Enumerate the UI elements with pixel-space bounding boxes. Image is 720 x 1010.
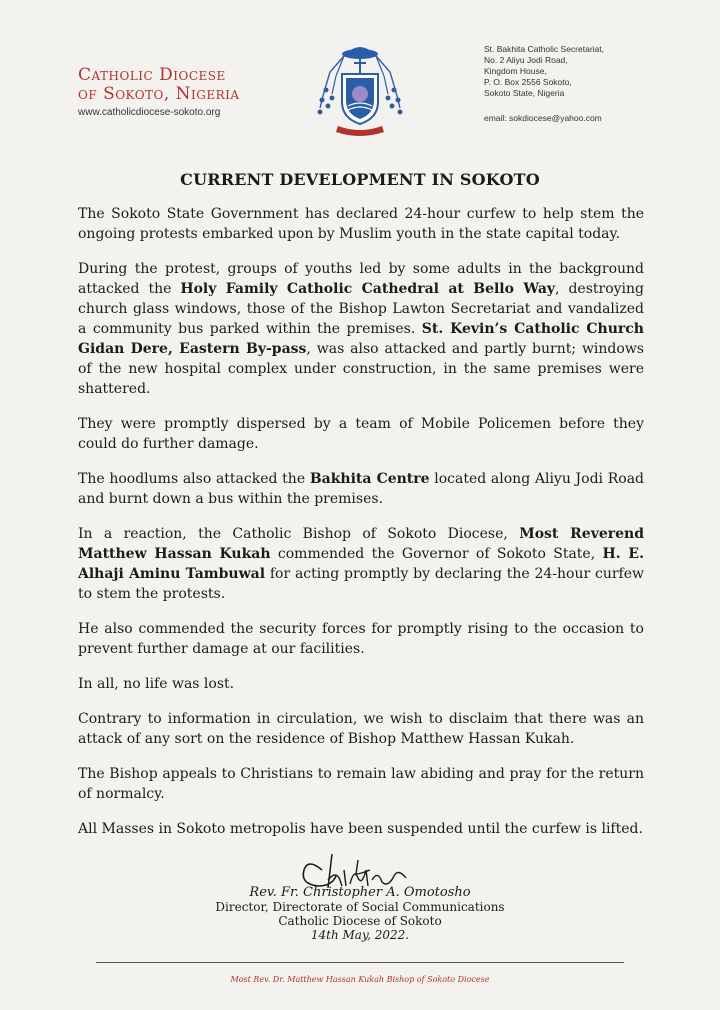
paragraph: During the protest, groups of youths led by some adults in the background attacked the Holy Family Catholic Cathedral at Bello Way, destroying church glass windows, those of the Bishop Lawton Secretariat and vandalized a community bus parked within the premises. St. Kevin’s Catholic Church Gidan Dere, Eastern By-pass, was also attacked and partly burnt; windows of the new hospital complex under construction, in the same premises were shattered.: [78, 261, 644, 397]
paragraph: In all, no life was lost.: [78, 676, 235, 692]
signatory-organization: Catholic Diocese of Sokoto: [278, 914, 442, 928]
letterhead-left: [78, 66, 240, 118]
paragraph: Contrary to information in circulation, we wish to disclaim that there was an attack of any sort on the residence of Bishop Matthew Hassan Kukah.: [78, 711, 644, 747]
paragraph: The Bishop appeals to Christians to remain law abiding and pray for the return of normalcy.: [78, 766, 644, 802]
paragraph: In a reaction, the Catholic Bishop of Sokoto Diocese, Most Reverend Matthew Hassan Kukah commended the Governor of Sokoto State, H. E. Alhaji Aminu Tambuwal for acting promptly by declaring the 24-hour curfew to stem the protests.: [78, 526, 644, 602]
document-date: 14th May, 2022.: [310, 928, 410, 942]
statement-body: [78, 204, 644, 854]
footer-bishop-line: Most Rev. Dr. Matthew Hassan Kukah Bishop of Sokoto Diocese: [230, 975, 490, 984]
coat-of-arms-icon: [308, 42, 412, 138]
letterhead-address: [484, 44, 604, 124]
email-address[interactable]: email: sokdiocese@yahoo.com: [484, 113, 602, 123]
address-line: No. 2 Aliyu Jodi Road,: [484, 55, 568, 65]
paragraph: The hoodlums also attacked the Bakhita Centre located along Aliyu Jodi Road and burnt down a bus within the premises.: [78, 471, 645, 507]
address-line: P. O. Box 2556 Sokoto,: [484, 77, 572, 87]
signatory-name: Rev. Fr. Christopher A. Omotosho: [249, 885, 471, 900]
diocese-name-line2: of Sokoto, Nigeria: [78, 84, 240, 104]
paragraph: All Masses in Sokoto metropolis have been suspended until the curfew is lifted.: [78, 821, 643, 837]
website-link[interactable]: www.catholicdiocese-sokoto.org: [78, 107, 221, 118]
paragraph: The Sokoto State Government has declared 24-hour curfew to help stem the ongoing protests embarked upon by Muslim youth in the state capital today.: [78, 206, 644, 242]
address-line: Sokoto State, Nigeria: [484, 88, 565, 98]
paragraph: They were promptly dispersed by a team of Mobile Policemen before they could do further damage.: [78, 416, 644, 452]
signatory-block: [0, 886, 720, 942]
signatory-position: Director, Directorate of Social Communications: [215, 900, 505, 914]
address-line: St. Bakhita Catholic Secretariat,: [484, 44, 605, 54]
document-title: CURRENT DEVELOPMENT IN SOKOTO: [180, 170, 540, 189]
footer-divider: [96, 962, 624, 963]
address-line: Kingdom House,: [484, 66, 547, 76]
diocese-name-line1: Catholic Diocese: [78, 65, 226, 85]
paragraph: He also commended the security forces for promptly rising to the occasion to prevent further damage at our facilities.: [78, 621, 644, 657]
